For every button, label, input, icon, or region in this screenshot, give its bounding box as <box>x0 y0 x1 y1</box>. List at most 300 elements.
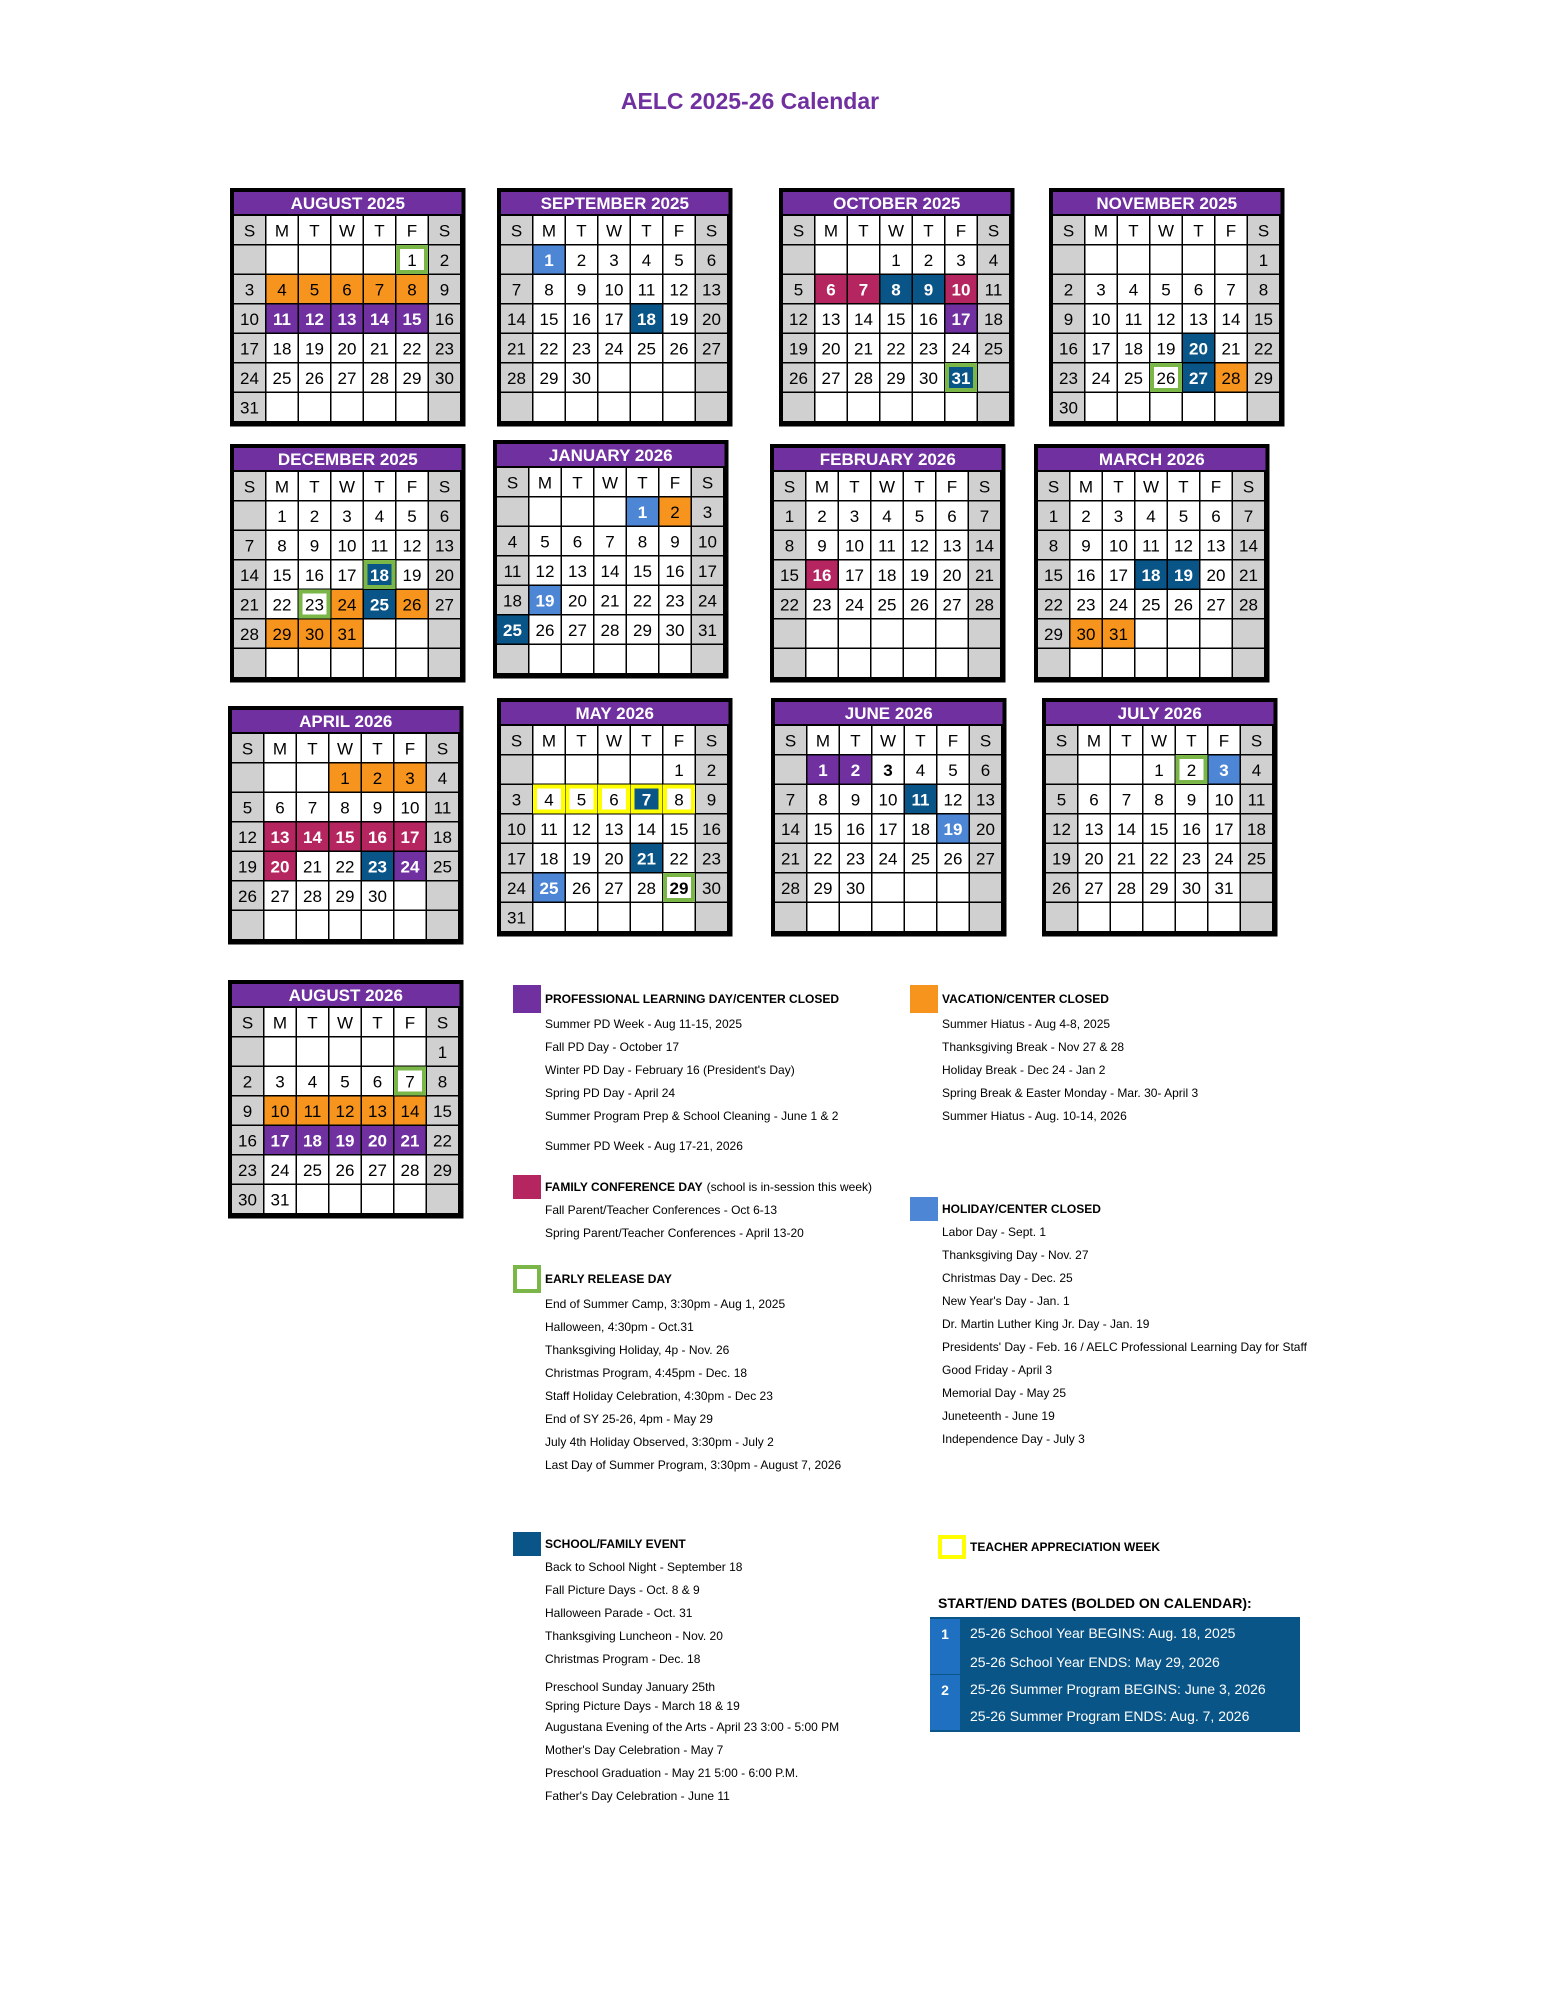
month-name: FEBRUARY 2026 <box>819 450 956 469</box>
day-number: 13 <box>1189 310 1208 329</box>
group-number: 2 <box>930 1675 960 1730</box>
day-number: 23 <box>435 339 454 359</box>
day-number: 25 <box>984 339 1003 359</box>
day-number: 5 <box>309 280 320 300</box>
day-cell <box>774 620 805 648</box>
weekday-label: F <box>673 221 685 241</box>
day-number: 14 <box>637 820 656 839</box>
day-number: 20 <box>435 566 454 585</box>
day-number: 11 <box>303 1102 322 1121</box>
day-cell <box>848 393 879 421</box>
weekday-label: M <box>541 221 557 241</box>
weekday-label: S <box>1242 477 1255 497</box>
day-number: 30 <box>305 625 324 644</box>
day-cell <box>1241 903 1272 931</box>
day-cell <box>234 502 265 530</box>
weekday-label: T <box>572 473 583 493</box>
month-name: JANUARY 2026 <box>548 446 673 465</box>
day-cell <box>696 393 727 421</box>
day-cell <box>1136 620 1167 648</box>
day-number: 8 <box>277 536 287 556</box>
weekday-label: T <box>914 477 925 497</box>
day-number: 12 <box>1052 820 1071 839</box>
day-cell <box>946 393 977 421</box>
day-cell <box>530 498 561 526</box>
day-number: 10 <box>878 790 898 810</box>
legend-heading: VACATION/CENTER CLOSED <box>942 992 1109 1006</box>
green-outline-swatch-icon <box>513 1265 541 1293</box>
day-number: 9 <box>923 280 934 300</box>
day-number: 21 <box>240 595 259 615</box>
page-title: AELC 2025-26 Calendar <box>620 88 880 114</box>
day-number: 23 <box>368 857 387 877</box>
day-number: 21 <box>400 1131 420 1151</box>
day-number: 23 <box>1182 849 1201 869</box>
day-number: 4 <box>507 532 518 552</box>
weekday-label: S <box>705 221 718 241</box>
day-number: 28 <box>1239 595 1258 615</box>
day-number: 17 <box>698 562 717 581</box>
day-number: 9 <box>706 790 717 810</box>
day-number: 10 <box>400 798 420 818</box>
day-number: 7 <box>979 507 990 526</box>
day-number: 25 <box>503 621 522 640</box>
day-number: 13 <box>1206 536 1226 556</box>
weekday-label: T <box>858 221 869 241</box>
day-cell <box>631 903 662 931</box>
day-number: 17 <box>604 310 624 329</box>
month-calendar <box>230 444 466 683</box>
day-number: 19 <box>1174 566 1193 585</box>
weekday-label: S <box>1055 731 1068 751</box>
day-number: 10 <box>845 536 864 556</box>
day-number: 14 <box>1117 820 1136 839</box>
day-number: 16 <box>1076 566 1096 585</box>
day-number: 26 <box>910 595 929 615</box>
legend-item: Back to School Night - September 18 <box>545 1560 743 1574</box>
day-number: 9 <box>372 798 383 818</box>
day-number: 15 <box>813 820 833 839</box>
day-number: 11 <box>911 790 930 810</box>
weekday-label: W <box>879 731 897 751</box>
weekday-label: W <box>1150 731 1168 751</box>
day-number: 26 <box>238 887 257 906</box>
weekday-label: M <box>1078 477 1094 497</box>
day-number: 28 <box>370 369 389 388</box>
day-cell <box>429 620 460 648</box>
legend-item: Fall PD Day - October 17 <box>545 1040 680 1054</box>
month-name: AUGUST 2025 <box>290 194 405 213</box>
day-cell <box>631 364 662 392</box>
legend-item: Spring Parent/Teacher Conferences - April 13-20 <box>545 1226 804 1240</box>
day-number: 1 <box>784 507 795 526</box>
day-cell <box>1176 903 1207 931</box>
day-cell <box>534 903 565 931</box>
day-cell <box>265 1038 296 1066</box>
legend-item: Good Friday - April 3 <box>942 1363 1053 1377</box>
day-number: 5 <box>540 532 550 552</box>
weekday-label: S <box>506 473 519 493</box>
legend-heading: PROFESSIONAL LEARNING DAY/CENTER CLOSED <box>545 992 840 1006</box>
day-cell <box>938 874 969 902</box>
month-calendar <box>497 698 733 937</box>
day-number: 2 <box>372 769 383 788</box>
day-cell <box>1168 649 1199 677</box>
day-number: 22 <box>272 595 292 615</box>
weekday-label: T <box>1113 477 1124 497</box>
weekday-label: S <box>241 1013 254 1033</box>
day-number: 20 <box>368 1131 387 1151</box>
weekday-label: T <box>307 1013 318 1033</box>
orange-swatch-icon <box>910 985 938 1013</box>
weekday-label: M <box>537 473 553 493</box>
month-calendar <box>228 706 464 945</box>
weekday-label: S <box>784 731 797 751</box>
legend-heading: HOLIDAY/CENTER CLOSED <box>942 1202 1101 1216</box>
day-number: 5 <box>914 507 925 526</box>
weekday-label: T <box>374 477 385 497</box>
day-number: 14 <box>1221 310 1241 329</box>
day-cell <box>1183 246 1214 274</box>
day-cell <box>330 911 361 939</box>
day-number: 15 <box>780 566 799 585</box>
day-number: 5 <box>340 1072 350 1092</box>
day-number: 24 <box>1091 369 1111 388</box>
day-number: 4 <box>915 761 926 780</box>
purple-swatch-icon <box>513 985 541 1013</box>
group-number: 1 <box>930 1619 960 1674</box>
day-number: 29 <box>272 625 292 644</box>
day-cell <box>427 1185 458 1213</box>
day-number: 2 <box>1186 761 1197 780</box>
day-cell <box>501 756 532 784</box>
day-number: 27 <box>1206 595 1226 615</box>
day-number: 20 <box>702 310 721 329</box>
weekday-label: W <box>336 739 354 759</box>
day-cell <box>595 498 626 526</box>
day-number: 11 <box>370 536 389 556</box>
day-number: 12 <box>535 562 555 581</box>
day-number: 21 <box>975 566 994 585</box>
day-cell <box>395 882 426 910</box>
day-number: 28 <box>303 887 322 906</box>
legend-item: Presidents' Day - Feb. 16 / AELC Professional Learning Day for Staff <box>942 1340 1307 1354</box>
day-number: 5 <box>948 761 958 780</box>
day-cell <box>427 882 458 910</box>
day-number: 3 <box>702 503 713 522</box>
day-number: 27 <box>976 849 995 869</box>
day-cell <box>696 364 727 392</box>
day-cell <box>1216 246 1247 274</box>
day-cell <box>881 393 912 421</box>
weekday-label: S <box>438 477 451 497</box>
day-number: 6 <box>826 280 836 300</box>
day-number: 1 <box>437 1043 448 1062</box>
day-cell <box>937 620 968 648</box>
day-number: 4 <box>1128 280 1139 300</box>
day-cell <box>501 393 532 421</box>
day-number: 22 <box>539 339 559 359</box>
month-calendar <box>1034 444 1270 683</box>
legend-item: Halloween Parade - Oct. 31 <box>545 1606 693 1620</box>
day-number: 29 <box>886 369 906 388</box>
day-cell <box>1079 756 1110 784</box>
day-number: 5 <box>1178 507 1189 526</box>
legend-item: End of Summer Camp, 3:30pm - Aug 1, 2025 <box>545 1297 786 1311</box>
day-number: 18 <box>637 310 656 329</box>
day-number: 28 <box>637 879 656 898</box>
day-number: 6 <box>706 251 717 270</box>
day-number: 14 <box>600 562 620 581</box>
day-number: 21 <box>854 339 873 359</box>
day-cell <box>664 393 695 421</box>
day-cell <box>364 393 395 421</box>
legend-item: Preschool Sunday January 25th <box>545 1680 716 1694</box>
day-cell <box>364 620 395 648</box>
day-number: 6 <box>609 790 619 810</box>
day-number: 22 <box>1044 595 1063 615</box>
day-number: 2 <box>242 1072 253 1092</box>
weekday-label: S <box>510 731 523 751</box>
day-number: 21 <box>781 849 800 869</box>
day-number: 16 <box>572 310 591 329</box>
day-number: 18 <box>911 820 930 839</box>
month-name: JUNE 2026 <box>844 704 933 723</box>
day-number: 24 <box>1214 849 1234 869</box>
day-number: 11 <box>433 798 452 818</box>
weekday-label: M <box>823 221 839 241</box>
day-number: 24 <box>507 879 526 898</box>
day-number: 26 <box>1174 595 1193 615</box>
day-cell <box>1136 649 1167 677</box>
day-number: 19 <box>910 566 929 585</box>
day-number: 24 <box>604 339 624 359</box>
day-number: 17 <box>337 566 357 585</box>
day-number: 2 <box>850 761 861 780</box>
day-cell <box>631 756 662 784</box>
day-cell <box>631 393 662 421</box>
weekday-label: T <box>576 731 587 751</box>
day-number: 12 <box>572 820 591 839</box>
day-number: 5 <box>793 280 804 300</box>
day-cell <box>905 903 936 931</box>
legend-item: Spring PD Day - April 24 <box>545 1086 676 1100</box>
day-cell <box>1111 756 1142 784</box>
day-number: 6 <box>439 507 450 526</box>
day-number: 1 <box>277 507 287 526</box>
day-number: 22 <box>633 591 652 611</box>
day-number: 19 <box>1156 339 1176 359</box>
month-name: APRIL 2026 <box>299 712 393 731</box>
day-cell <box>265 764 296 792</box>
day-cell <box>599 393 630 421</box>
day-number: 8 <box>407 280 417 300</box>
day-number: 8 <box>784 536 795 556</box>
month-name: SEPTEMBER 2025 <box>540 194 689 213</box>
weekday-label: W <box>887 221 905 241</box>
day-number: 14 <box>370 310 389 329</box>
day-number: 27 <box>604 879 624 898</box>
day-number: 6 <box>275 798 285 818</box>
day-number: 29 <box>633 621 652 640</box>
weekday-label: T <box>849 477 860 497</box>
day-cell <box>234 649 265 677</box>
day-number: 24 <box>270 1161 290 1180</box>
day-cell <box>873 874 904 902</box>
day-number: 12 <box>669 280 689 300</box>
day-cell <box>297 764 328 792</box>
legend-vacation <box>910 985 1198 1128</box>
blue-swatch-icon <box>910 1197 938 1221</box>
weekday-label: M <box>1086 731 1102 751</box>
day-number: 17 <box>1091 339 1111 359</box>
day-cell <box>362 911 393 939</box>
day-cell <box>627 645 658 673</box>
weekday-label: W <box>336 1013 354 1033</box>
day-number: 7 <box>858 280 869 300</box>
day-number: 22 <box>433 1131 452 1151</box>
weekday-label: S <box>792 221 805 241</box>
day-number: 18 <box>1124 339 1143 359</box>
day-number: 16 <box>1182 820 1201 839</box>
day-number: 29 <box>402 369 422 388</box>
day-cell <box>397 620 428 648</box>
day-number: 18 <box>433 828 452 847</box>
weekday-label: W <box>605 731 623 751</box>
day-number: 6 <box>980 761 991 780</box>
day-number: 31 <box>507 908 526 928</box>
day-number: 12 <box>305 310 324 329</box>
day-number: 10 <box>698 532 717 552</box>
day-number: 3 <box>405 769 415 788</box>
weekday-label: F <box>404 1013 416 1033</box>
day-number: 19 <box>238 857 257 877</box>
day-number: 17 <box>878 820 898 839</box>
day-number: 25 <box>911 849 930 869</box>
legend-item: Christmas Day - Dec. 25 <box>942 1271 1073 1285</box>
day-cell <box>872 649 903 677</box>
day-number: 17 <box>1109 566 1128 585</box>
navy-swatch-icon <box>513 1532 541 1556</box>
day-cell <box>660 645 691 673</box>
day-number: 19 <box>402 566 422 585</box>
weekday-label: T <box>641 731 652 751</box>
legend-heading: TEACHER APPRECIATION WEEK <box>970 1540 1161 1554</box>
legend-family-conference <box>513 1175 872 1245</box>
day-number: 18 <box>1247 820 1266 839</box>
day-number: 15 <box>1254 310 1273 329</box>
day-number: 7 <box>307 798 318 818</box>
day-number: 13 <box>568 562 587 581</box>
day-number: 19 <box>535 591 555 611</box>
day-cell <box>234 246 265 274</box>
day-number: 13 <box>976 790 995 810</box>
legend-item: Dr. Martin Luther King Jr. Day - Jan. 19 <box>942 1317 1150 1331</box>
day-cell <box>808 903 839 931</box>
day-number: 5 <box>1161 280 1171 300</box>
day-number: 17 <box>400 828 420 847</box>
day-cell <box>1233 620 1264 648</box>
weekday-label: S <box>436 739 449 759</box>
day-cell <box>970 874 1001 902</box>
day-number: 31 <box>951 369 971 388</box>
day-number: 23 <box>1059 369 1078 388</box>
day-number: 24 <box>951 339 971 359</box>
month-name: AUGUST 2026 <box>288 986 403 1005</box>
day-number: 30 <box>702 879 721 898</box>
weekday-label: M <box>272 1013 288 1033</box>
day-number: 27 <box>821 369 841 388</box>
day-number: 22 <box>402 339 422 359</box>
day-number: 11 <box>273 310 291 329</box>
day-number: 30 <box>1182 879 1201 898</box>
weekday-label: S <box>241 739 254 759</box>
legend-holiday <box>910 1197 1307 1451</box>
day-number: 15 <box>886 310 906 329</box>
day-number: 28 <box>1221 369 1241 388</box>
day-number: 23 <box>702 849 721 869</box>
day-cell <box>265 911 296 939</box>
month-name: MARCH 2026 <box>1098 450 1205 469</box>
day-number: 2 <box>576 251 587 270</box>
month-calendar <box>1042 698 1278 937</box>
weekday-label: S <box>783 477 796 497</box>
day-number: 1 <box>340 769 350 788</box>
day-number: 9 <box>242 1102 253 1121</box>
legend-item: Summer PD Week - Aug 17-21, 2026 <box>545 1139 743 1153</box>
day-cell <box>297 1185 328 1213</box>
day-cell <box>1038 649 1069 677</box>
day-number: 15 <box>539 310 559 329</box>
day-number: 31 <box>270 1190 290 1210</box>
day-number: 2 <box>923 251 934 270</box>
day-number: 12 <box>910 536 929 556</box>
day-number: 5 <box>407 507 417 526</box>
day-number: 29 <box>1254 369 1273 388</box>
day-number: 14 <box>507 310 526 329</box>
legend-item: Father's Day Celebration - June 11 <box>545 1789 730 1803</box>
weekday-label: F <box>1218 731 1230 751</box>
day-number: 1 <box>637 503 648 522</box>
day-cell <box>664 364 695 392</box>
day-number: 1 <box>891 251 901 270</box>
day-number: 20 <box>821 339 841 359</box>
day-number: 13 <box>337 310 357 329</box>
day-number: 9 <box>576 280 587 300</box>
day-number: 19 <box>335 1131 355 1151</box>
day-number: 10 <box>240 310 259 329</box>
day-number: 9 <box>1081 536 1091 556</box>
day-number: 18 <box>984 310 1003 329</box>
day-cell <box>873 903 904 931</box>
day-number: 22 <box>886 339 906 359</box>
day-cell <box>299 393 330 421</box>
day-cell <box>775 756 806 784</box>
day-number: 26 <box>1052 879 1071 898</box>
legend-item: Holiday Break - Dec 24 - Jan 2 <box>942 1063 1106 1077</box>
day-number: 23 <box>305 595 324 615</box>
day-number: 6 <box>372 1072 383 1092</box>
day-cell <box>978 393 1009 421</box>
day-cell <box>816 246 847 274</box>
day-number: 7 <box>1243 507 1254 526</box>
day-number: 13 <box>270 828 290 847</box>
day-number: 30 <box>665 621 685 640</box>
legend-item: Spring Break & Easter Monday - Mar. 30- April 3 <box>942 1086 1199 1100</box>
day-number: 3 <box>609 251 619 270</box>
legend-item: Thanksgiving Luncheon - Nov. 20 <box>545 1629 723 1643</box>
legend-item: Christmas Program - Dec. 18 <box>545 1652 701 1666</box>
